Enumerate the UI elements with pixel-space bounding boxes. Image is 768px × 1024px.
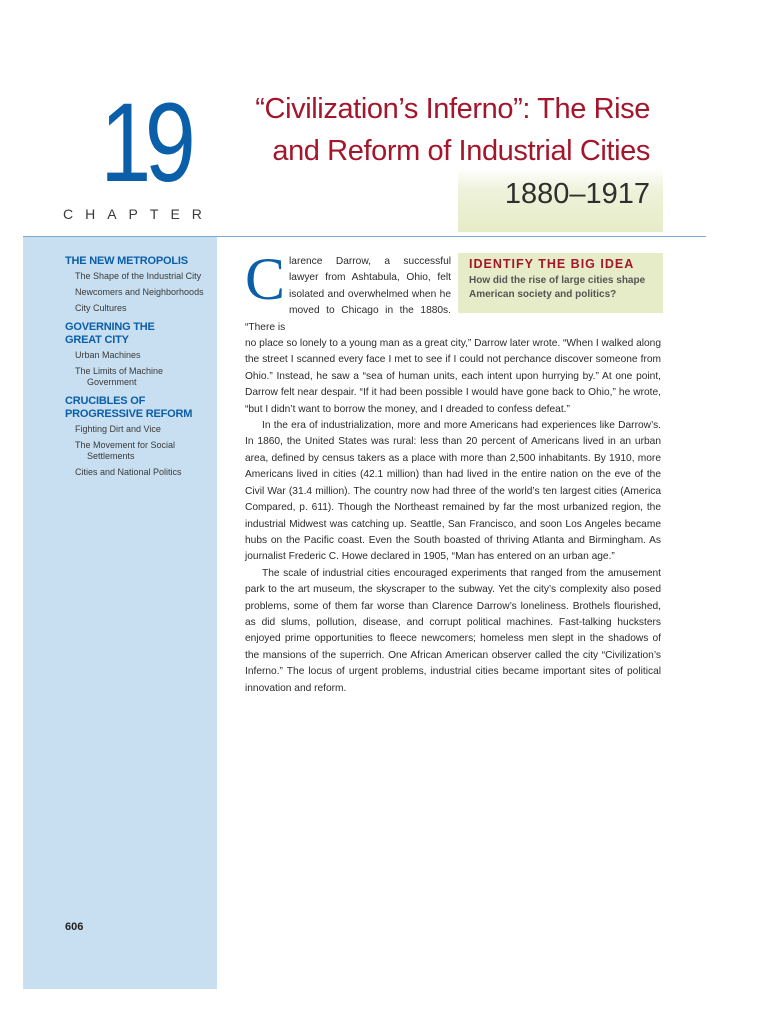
outline-section	[65, 395, 213, 478]
chapter-title-line: and Reform of Industrial Cities	[272, 135, 650, 167]
big-idea-question: How did the rise of large cities shape American society and politics?	[469, 275, 646, 300]
outline-heading[interactable]: THE NEW METROPOLIS	[65, 255, 188, 267]
paragraph-lead: larence Darrow, a successful lawyer from Ashtabula, Ohio, felt isolated and overwhelmed when he moved to Chicago in the 1880s. “There is	[245, 256, 451, 333]
outline-heading[interactable]: GOVERNING THE GREAT CITY	[65, 321, 155, 346]
big-idea-title: IDENTIFY THE BIG IDEA	[469, 257, 635, 271]
paragraph	[245, 246, 662, 418]
outline-item[interactable]: Cities and National Politics	[75, 467, 182, 477]
chapter-number: 19	[100, 80, 190, 205]
chapter-dates: 1880–1917	[504, 178, 650, 210]
chapter-title	[210, 88, 650, 172]
outline-item[interactable]: City Cultures	[75, 303, 127, 313]
outline-heading[interactable]: CRUCIBLES OF PROGRESSIVE REFORM	[65, 395, 193, 420]
outline-item[interactable]: Newcomers and Neighborhoods	[75, 287, 204, 297]
page-number: 606	[65, 921, 84, 933]
paragraph: In the era of industrialization, more and more Americans had experiences like Darrow’s. In 1860, the United States was rural: less than 20 percent of Americans lived in an urban area, defined by census takers as a place with more than 2,500 inhabitants. By 1910, more Americans lived in cities (42.1 million) than had lived in the entire nation on the eve of the Civil War (31.4 million). The country now had three of the world’s ten largest cities (America Compared, p. 611). Though the Northeast remained by far the most urbanized region, the industrial Midwest was catching up. Seattle, San Francisco, and soon Los Angeles became hubs on the Pacific coast. Even the South boasted of thriving Atlanta and Birmingham. As journalist Frederic C. Howe declared in 1905, “Man has entered on an urban age.”	[245, 420, 661, 563]
outline-item[interactable]: The Shape of the Industrial City	[75, 271, 202, 281]
chapter-outline	[65, 255, 213, 485]
chapter-title-line: “Civilization’s Inferno”: The Rise	[255, 93, 650, 125]
paragraph-text: no place so lonely to a young man as a great city,” Darrow later wrote. “When I walked along the street I scanned every face I met to see if I could not perchance discover someone from Ohio.” Instead, he saw a “sea of human units, each intent upon hurrying by.” At one point, Darrow felt near despair. “If it had been possible I would have gone back to Ohio,” he wrote, “but I didn’t want to borrow the money, and I dreaded to confess defeat.”	[245, 338, 662, 415]
drop-cap: C	[245, 246, 286, 312]
divider	[23, 236, 706, 237]
paragraph: The scale of industrial cities encouraged experiments that ranged from the amusement park to the art museum, the skyscraper to the subway. Yet the city’s complexity also posed problems, some of them far worse than Clarence Darrow’s loneliness. Brothels flourished, as did slums, pollution, disease, and corrupt political machines. Fast-talking hucksters enjoyed prime opportunities to fleece newcomers; homeless men slept in the shadows of the mansions of the superrich. One African American observer called the city “Civilization’s Inferno.” The locus of urgent problems, industrial cities became important sites of political innovation and reform.	[245, 567, 661, 694]
outline-item[interactable]: Fighting Dirt and Vice	[75, 424, 161, 434]
body-text	[245, 246, 662, 697]
outline-item[interactable]: Urban Machines	[75, 350, 141, 360]
outline-item[interactable]: The Movement for Social Settlements	[75, 440, 176, 461]
outline-section	[65, 321, 213, 388]
chapter-label: CHAPTER	[63, 206, 214, 222]
outline-section	[65, 255, 213, 314]
outline-item[interactable]: The Limits of Machine Government	[75, 366, 164, 387]
